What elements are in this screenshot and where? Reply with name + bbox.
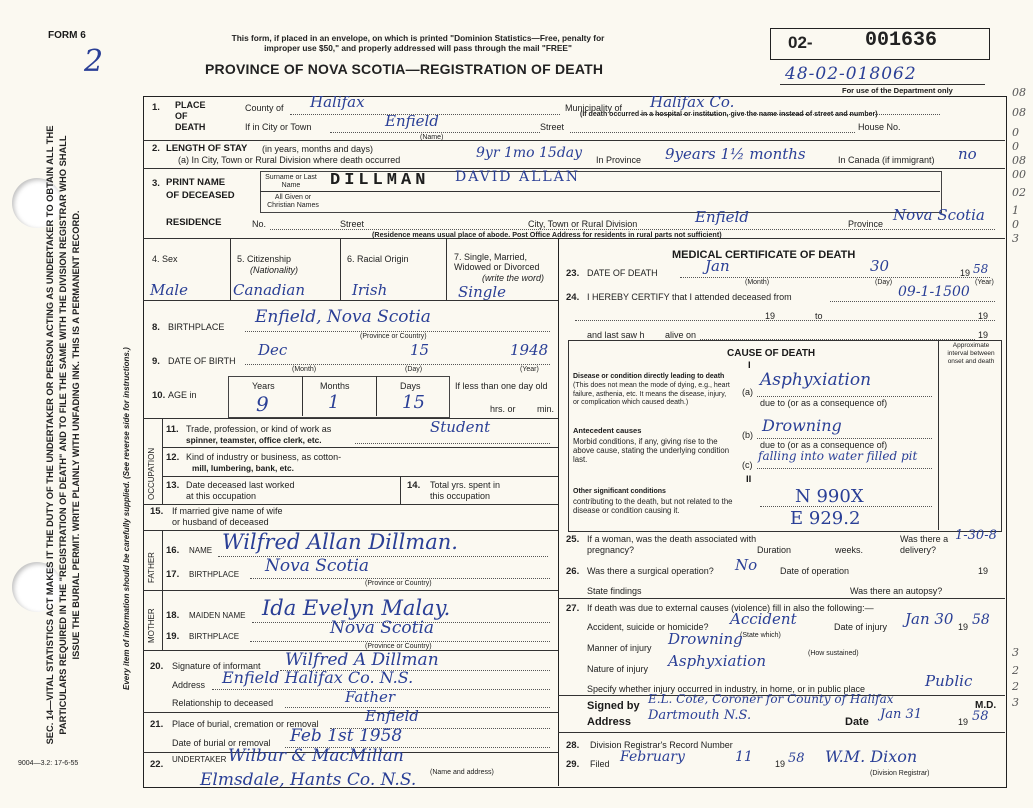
attended-from: 09-1-1500 — [898, 284, 970, 300]
manner-value: Drowning — [668, 630, 743, 648]
age-months: 1 — [328, 392, 340, 413]
father-side-label: FATHER — [147, 552, 156, 583]
cause-a-value: Asphyxiation — [760, 370, 872, 390]
death-year: 58 — [973, 262, 989, 276]
mother-side-label: MOTHER — [147, 608, 156, 643]
sidebar-statute: SEC. 14—VITAL STATISTICS ACT MAKES IT THE DUTY OF THE UNDERTAKER OR PERSON ACTING AS UNDERTAKER TO OBTAIN ALL THE PARTICULARS REQUIRED IN THE "REGISTRATION OF DEATH" AND TO FILE THE SAME WITH THE DIVISION REGISTRAR WHO SHALL ISSUE THE BURIAL PERMIT. WRITE PLAINLY WITH UNFADING INK. THIS IS A PERMANENT RECORD. — [45, 125, 82, 745]
dept-use-label: For use of the Department only — [842, 86, 953, 95]
father-name-value: Wilfred Allan Dillman. — [222, 530, 458, 554]
age-days: 15 — [402, 392, 425, 413]
margin-mark: 2 — [1012, 680, 1019, 693]
nature-value: Asphyxiation — [668, 652, 766, 670]
burial-date: Feb 1st 1958 — [290, 726, 403, 746]
death-day: 30 — [870, 257, 890, 275]
margin-mark: 1 — [1012, 204, 1019, 217]
filed-year: 58 — [788, 751, 805, 766]
mother-birthplace-value: Nova Scotia — [330, 618, 435, 638]
dob-year: 1948 — [510, 341, 549, 359]
county-value: Halifax — [310, 93, 365, 111]
injury-date: Jan 30 — [905, 610, 954, 628]
place-of-death-label: PLACE OF DEATH — [175, 100, 206, 132]
municipality-value: Halifax Co. — [650, 93, 735, 111]
registrar-signature: W.M. Dixon — [825, 747, 918, 766]
accident-value: Accident — [730, 610, 797, 628]
specify-value: Public — [925, 672, 973, 690]
residence-province-value: Nova Scotia — [893, 206, 985, 224]
stay-division-value: 9yr 1mo 15day — [476, 145, 583, 161]
dob-month: Dec — [258, 341, 288, 359]
page-title: PROVINCE OF NOVA SCOTIA—REGISTRATION OF DEATH — [205, 61, 604, 77]
occupation-value: Student — [430, 418, 491, 436]
mail-notice: This form, if placed in an envelope, on which is printed "Dominion Statistics—Free, penalty for improper use $50," and properly addressed will pass through the mail "FREE" — [231, 33, 605, 53]
signed-date: Jan 31 — [880, 707, 923, 722]
reg-prefix: 02- — [788, 33, 813, 52]
signer-address: Dartmouth N.S. — [648, 708, 752, 723]
undertaker-address: Elmsdale, Hants Co. N.S. — [200, 770, 417, 790]
margin-mark: 0 — [1012, 218, 1019, 231]
footer-code: 9004—3.2: 17-6-55 — [18, 760, 79, 767]
margin-mark: 3 — [1012, 696, 1019, 709]
age-years: 9 — [256, 392, 269, 416]
dept-number: 48-02-018062 — [785, 64, 917, 84]
margin-mark: 2 — [1012, 664, 1019, 677]
informant-address: Enfield Halifax Co. N.S. — [222, 668, 414, 687]
medical-title: MEDICAL CERTIFICATE OF DEATH — [672, 249, 856, 261]
death-month: Jan — [705, 257, 730, 275]
signed-year: 58 — [972, 709, 989, 724]
given-names-value: DAVID ALLAN — [455, 169, 581, 185]
margin-mark: 3 — [1012, 232, 1019, 245]
surgery-value: No — [735, 556, 758, 574]
margin-mark: 3 — [1012, 646, 1019, 659]
margin-mark: 02 — [1012, 186, 1026, 199]
margin-mark: 08 — [1012, 86, 1026, 99]
form-number-handwritten: 2 — [84, 44, 104, 79]
margin-mark: 0 — [1012, 140, 1019, 153]
burial-place: Enfield — [365, 707, 419, 725]
stay-province-value: 9years 1½ months — [665, 145, 806, 163]
city-value: Enfield — [385, 112, 439, 130]
citizenship-value: Canadian — [233, 281, 306, 299]
occupation-side-label: OCCUPATION — [147, 447, 156, 500]
code-e: E 929.2 — [790, 508, 861, 529]
margin-mark: 08 — [1012, 154, 1026, 167]
undertaker-name: Wilbur & MacMillan — [228, 746, 404, 766]
dob-day: 15 — [410, 341, 430, 359]
father-birthplace-value: Nova Scotia — [265, 556, 370, 576]
birthplace-value: Enfield, Nova Scotia — [255, 307, 431, 327]
cause-c-value: falling into water filled pit — [758, 449, 918, 463]
stay-canada-value: no — [958, 145, 977, 163]
mother-name-value: Ida Evelyn Malay. — [262, 596, 451, 620]
surname-value: DILLMAN — [330, 171, 430, 190]
sidebar-instruction: Every item of information should be carefully supplied. (See reverse side for instructions.) — [122, 347, 131, 690]
informant-signature: Wilfred A Dillman — [285, 650, 439, 670]
reg-number: 001636 — [865, 29, 938, 52]
sex-value: Male — [150, 281, 188, 299]
interval-header: Approximate interval between onset and death — [947, 342, 995, 365]
form-label: FORM 6 — [48, 30, 86, 41]
marital-value: Single — [458, 283, 507, 301]
racial-origin-value: Irish — [352, 281, 388, 299]
margin-mark: 00 — [1012, 168, 1026, 181]
injury-year: 58 — [972, 612, 990, 628]
margin-mark: 08 — [1012, 106, 1026, 119]
margin-note: 1-30-8 — [955, 528, 997, 543]
code-n: N 990X — [795, 486, 864, 507]
informant-relationship: Father — [345, 688, 396, 706]
signed-by-value: E.L. Cote, Coroner for County of Halifax — [648, 692, 894, 706]
filed-day: 11 — [735, 749, 753, 765]
filed-month: February — [620, 749, 685, 765]
margin-mark: 0 — [1012, 126, 1019, 139]
cause-b-value: Drowning — [762, 416, 842, 435]
residence-city-value: Enfield — [695, 208, 749, 226]
